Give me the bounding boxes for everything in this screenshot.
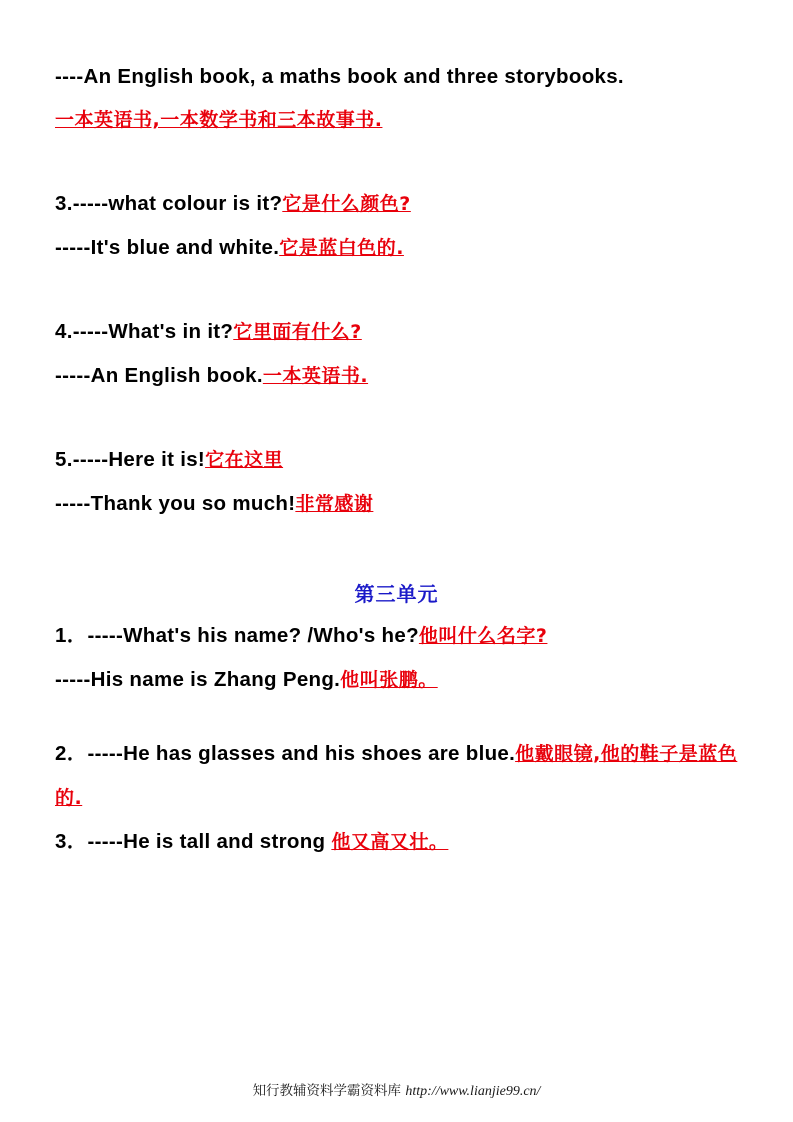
dialogue-line xyxy=(55,614,738,658)
english-text: 2．-----He has glasses and his shoes are blue. xyxy=(55,742,516,765)
english-text: -----His name is Zhang Peng. xyxy=(55,668,341,691)
dialogue-line xyxy=(55,226,738,270)
chinese-translation: 它是什么颜色? xyxy=(282,193,411,215)
dialogue-line xyxy=(55,732,738,820)
paragraph-spacer xyxy=(55,270,738,310)
chinese-translation: 一本英语书,一本数学书和三本故事书. xyxy=(55,109,383,131)
dialogue-line xyxy=(55,310,738,354)
chinese-translation: 它是蓝白色的. xyxy=(279,237,404,259)
dialogue-line xyxy=(55,354,738,398)
dialogue-translation xyxy=(55,98,738,142)
chinese-translation: 一本英语书. xyxy=(262,365,369,387)
english-text: ----An English book, a maths book and three storybooks. xyxy=(55,65,624,88)
chinese-translation: 它里面有什么? xyxy=(233,321,362,343)
english-text: 3.-----what colour is it? xyxy=(55,192,283,215)
dialogue-line xyxy=(55,182,738,226)
unit-heading: 第三单元 xyxy=(354,582,439,606)
chinese-translation: 叫张鹏。 xyxy=(359,669,438,691)
section-spacer xyxy=(55,526,738,574)
paragraph-spacer xyxy=(55,142,738,182)
english-text: -----Thank you so much! xyxy=(55,492,296,515)
paragraph-spacer xyxy=(55,702,738,732)
chinese-translation: 他又高又壮。 xyxy=(331,831,449,853)
dialogue-line xyxy=(55,820,738,864)
chinese-translation: 他戴眼镜,他的鞋子是蓝色的. xyxy=(55,743,738,809)
footer-url: http://www.lianjie99.cn/ xyxy=(405,1084,541,1099)
footer xyxy=(0,1079,793,1100)
chinese-text-plain: 他 xyxy=(340,669,360,691)
chinese-translation: 非常感谢 xyxy=(295,493,374,515)
english-text: -----It's blue and white. xyxy=(55,236,280,259)
english-text: 5.-----Here it is! xyxy=(55,448,206,471)
english-text: 1．-----What's his name? /Who's he? xyxy=(55,624,419,647)
dialogue-line xyxy=(55,438,738,482)
footer-label: 知行教辅资料学霸资料库 xyxy=(252,1083,406,1099)
english-text: -----An English book. xyxy=(55,364,263,387)
dialogue-line xyxy=(55,658,738,702)
chinese-translation: 它在这里 xyxy=(205,449,284,471)
english-text: 3．-----He is tall and strong xyxy=(55,830,332,853)
english-text: 4.-----What's in it? xyxy=(55,320,234,343)
paragraph-spacer xyxy=(55,398,738,438)
chinese-translation: 他叫什么名字? xyxy=(418,625,548,647)
dialogue-line xyxy=(55,55,738,98)
dialogue-line xyxy=(55,482,738,526)
